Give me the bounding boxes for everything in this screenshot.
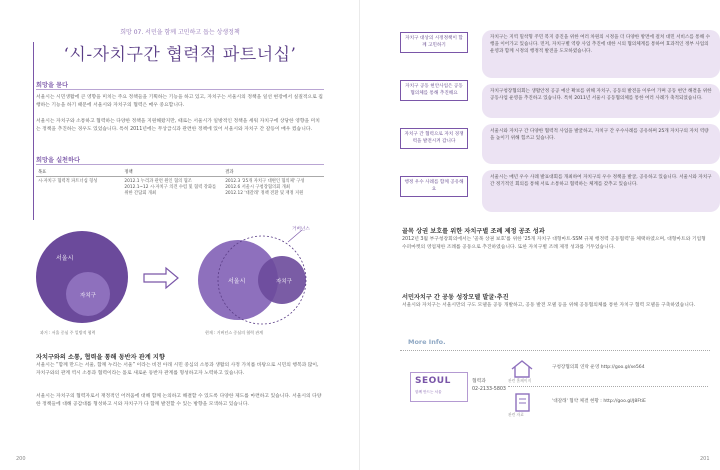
chapter-kicker: 희망 07. 서민을 함께 고민하고 돕는 상생정책 [120,29,240,36]
seoul-logo-tagline: 함께 만드는 서울 [415,390,442,394]
arrow-right-icon [144,268,178,288]
diagram-caption-past: 과거 : 서울 중심 주 일방적 협력 [40,330,96,335]
section-heading-practice: 희망을 실천하다 [36,157,80,164]
table-header-cell: 목표 [36,168,122,177]
question-box-2: 자치구 공동 현안사업은 공동협의체를 통해 추진해요 [400,80,468,101]
table-cell: 시·자치구 협력적 파트너십 형성 [38,179,98,184]
answer-box-4: 서울시는 매년 우수 사례 발표대회를 개최하여 자치구의 우수 정책을 발굴, 공유하고 있습니다. 서울시와 자치구 간 정기적인 회의를 통해 서로 소통하고 협력하는 체계를 갖추고 있습니다. [482,170,720,212]
diagram-label-seoul-past: 서울시 [56,255,74,262]
home-icon [508,358,536,380]
table-row [36,177,324,198]
link-homepage[interactable] [508,358,708,384]
link-homepage-text[interactable]: 구청장협의회 연락 운영 http://goo.gl/xe564 [552,365,645,370]
table-header-cell: 정책 [122,168,223,177]
governance-diagram [20,222,340,337]
section-ask-paragraph-1: 서울시는 시민생활에 큰 영향을 미치는 주요 정책들을 기획하는 기능을 하고 있고, 자치구는 서울시의 정책을 일선 현장에서 실질적으로 집행하는 기능을 하기 때문에 서울시와 자치구의 협력은 매우 중요합니다. [36,95,323,108]
policy-table [36,168,324,197]
seoul-logo-word: SEOUL [415,376,451,386]
question-box-4: 행정 우수 사례를 함께 공유해요 [400,176,468,197]
divider [36,89,324,90]
section-heading-partnership: 자치구와의 소통, 협력을 통해 동반자 관계 지향 [36,354,165,361]
contact-phone: 02-2133-5803 [472,387,506,392]
divider [400,350,710,351]
more-info-heading: More Info. [408,338,446,346]
section-alley-commerce-paragraph: 2012년 3월 부구청장회의에서는 '골목 상권 보호'를 위한 '25개 자치구 대형마트·SSM 규제 행정력 공동협력'을 체택하였으며, 대형마트와 기업형 수퍼마켓의 영업제한 조례를 공동으로 추진하였습니다. 또한 자치구별 조례 제정 성과를 거두었습니다. [402,237,706,250]
link-homepage-label: 관련 홈페이지 [508,378,532,383]
section-heading-growth-model: 서민자치구 간 공동 성장모델 발굴·추진 [402,294,509,301]
page-title: ‘시-자치구간 협력적 파트너십’ [63,45,297,65]
page-number-left: 200 [16,456,26,462]
link-reference[interactable] [508,392,708,418]
link-reference-label: 관련 자료 [508,412,524,417]
diagram-caption-present: 현재 : 거버넌스 중심의 협력 관계 [205,330,263,335]
answer-box-3: 서울시와 자치구 간 다양한 협력적 사업을 발굴하고, 자치구 간 우수사례를 공유하며 25개 자치구의 자치 역량을 높이기 위해 힘쓰고 있습니다. [482,124,720,164]
section-heading-alley-commerce: 골목 상권 보호를 위한 자치구별 조례 제정 공조 성과 [402,228,545,235]
answer-box-1: 자치구는 지역 밀착형 주민 복지 증진을 위한 여러 차원의 시정을 더 다양한 방면에 걸쳐 대민 서비스를 통해 수행을 이어가고 있습니다. 먼저, 자치구별 역량 사업 추진에 대한 시의 협의체계를 통하여 효과적인 정부 사업의 운영과 함께 시정의 행정적 발전을 도모하였습니다. [482,30,720,78]
table-cell: 2012.1 누리과 관련 원인 협의 협조 2012.1~12 시·자치구 의견 수렴 및 협력 강화를 위한 간담회 개최 [124,179,217,196]
divider [508,386,708,387]
diagram-label-seoul-present: 서울시 [228,278,246,285]
section-growth-model-paragraph: 서울시와 자치구는 서울시만의 구도 모델을 공동 개발하고, 공동 발전 모델 등을 위해 공동협의체를 통한 자치구 협력 모델을 구축하였습니다. [402,303,696,308]
contact-info [472,378,506,394]
diagram-label-district-past: 자치구 [80,293,96,299]
table-header-row [36,168,324,177]
question-box-3: 자치구 간 협력으로 자치 경쟁력을 발전시켜 갑니다 [400,128,468,149]
timeline-line [33,42,34,220]
section-ask-paragraph-2: 서울시는 자치구와 소통하고 협력하는 다양한 정책을 지원해왔지만, 때로는 서울시가 일방적인 정책을 세워 자치구에 상당한 영향을 미치는 정책을 추진하는 경우도 있었습니다. 특히 2011년에는 무상급식과 관련한 정책에 있어 서울시와 자치구 간 갈등이 매우 컸습니다. [36,119,320,132]
answer-box-2: 자치구청장협의회는 생활안정 공공 예산 확보를 위해 자치구, 공동의 발전을 이루어 가며 공동 현안 해결을 위한 공동사업 운영을 추진하고 있습니다. 특히 2011년 서울시 공동협의체를 통한 여러 사례가 축적되었습니다. [482,84,720,118]
diagram-label-district-present: 자치구 [276,279,292,285]
section-partnership-paragraph-2: 서울시는 자치구의 협력자로서 재정적인 어려움에 대해 함께 논의하고 해결할 수 있도록 다양한 제도를 마련하고 있습니다. 서울시의 다양한 정책들에 대해 공감대를 형성하고 시와 자치구가 다 함께 발전할 수 있는 방향을 모색하고 있습니다. [36,394,322,407]
divider [36,164,324,165]
table-header-cell: 결과 [223,168,324,177]
link-reference-text[interactable]: '대갈래' 협약 체결 현황 : http://goo.gl/J8FtiE [552,399,646,404]
contact-department: 협력과 [472,379,486,384]
diagram-label-governance: 거버넌스 [292,227,310,232]
section-partnership-paragraph-1: 서울시는 “함께 만드는 서울, 함께 누리는 서울” 이라는 비전 아래 시민 중심의 소통과 생활의 사정 가치를 바탕으로 시민의 행복과 많이, 자치구와의 관계 역시 소통과 협력이라는 틀로 새로운 동반자 관계를 형성하고자 노력하고 있습니다. [36,363,319,376]
question-box-1: 자치구 대상의 시정정책이 함께 고민하기 [400,32,468,53]
seoul-logo [410,372,468,402]
document-icon [508,392,536,414]
page-number-right: 201 [700,456,710,462]
table-cell: 2012.3 '25개 자치구 대변인 협의체' 구성 2012.6 서울시 구청장협의회 개최 2012.12 '대갈래' 정책 전환 및 재정 지원 [225,179,305,196]
section-heading-ask: 희망을 묻다 [36,82,69,89]
